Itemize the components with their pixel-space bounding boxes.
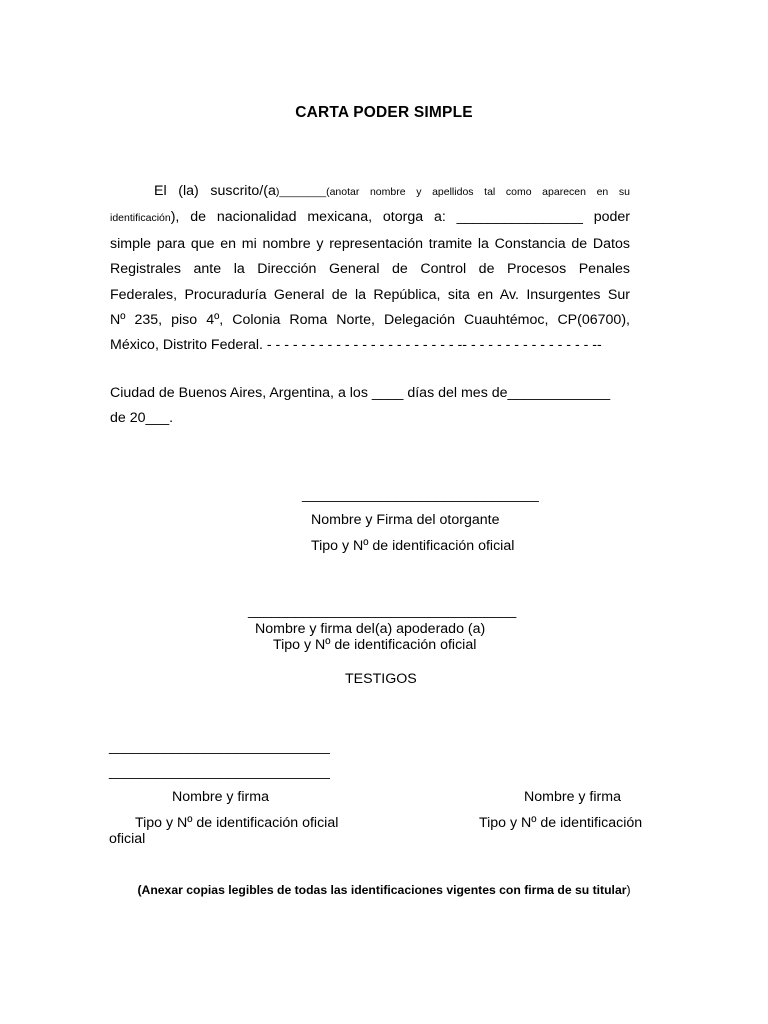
testigo-left-name-label: Nombre y firma	[172, 789, 269, 805]
testigo-right-name-label: Nombre y firma	[524, 789, 621, 805]
apoderado-id-label: Tipo y Nº de identificación oficial	[273, 637, 477, 653]
body-line-5: Federales, Procuraduría General de la República, sita en Av. Insurgentes Sur	[110, 286, 630, 303]
testigo-left-id-continuation: oficial	[109, 831, 146, 847]
testigo-left-id-label: Tipo y Nº de identificación oficial	[135, 815, 339, 831]
testigos-heading: TESTIGOS	[345, 671, 417, 687]
body-line-3: simple para que en mi nombre y representación tramite la Constancia de Datos	[110, 235, 630, 252]
otorgante-name-label: Nombre y Firma del otorgante	[311, 512, 500, 528]
body-line-1: El (la) suscrito/(a)________(anotar nombre y apellidos tal como aparecen en su	[154, 183, 630, 199]
testigo-signature-line-1: ____________________________	[109, 739, 330, 755]
place-date-text	[110, 381, 658, 432]
attachment-note: (Anexar copias legibles de todas las identificaciones vigentes con firma de su titular)	[137, 883, 631, 897]
apoderado-name-label: Nombre y firma del(a) apoderado (a)	[255, 621, 486, 637]
testigo-right-id-label: Tipo y Nº de identificación	[479, 815, 643, 831]
testigo-signature-line-2: ____________________________	[109, 764, 330, 780]
otorgante-id-label: Tipo y Nº de identificación oficial	[311, 538, 515, 554]
body-line-4: Registrales ante la Dirección General de Control de Procesos Penales	[110, 261, 630, 278]
place-date-line-1: Ciudad de Buenos Aires, Argentina, a los ____ días del mes de_____________	[110, 385, 611, 401]
apoderado-signature-line: __________________________________	[248, 603, 517, 619]
body-line-2: identificación), de nacionalidad mexicana, otorga a: ________________ poder	[110, 209, 630, 226]
otorgante-signature-line: ______________________________	[302, 487, 539, 503]
place-date-line-2: de 20___.	[110, 410, 174, 427]
document-title: CARTA PODER SIMPLE	[295, 104, 473, 121]
body-line-7: México, Distrito Federal. - - - - - - - - - - - - - - - - - - - - - - -- - - - - - - - - - - - - - - --	[110, 337, 602, 354]
body-paragraph	[110, 179, 630, 359]
body-line-6: Nº 235, piso 4º, Colonia Roma Norte, Delegación Cuauhtémoc, CP(06700),	[110, 312, 630, 329]
